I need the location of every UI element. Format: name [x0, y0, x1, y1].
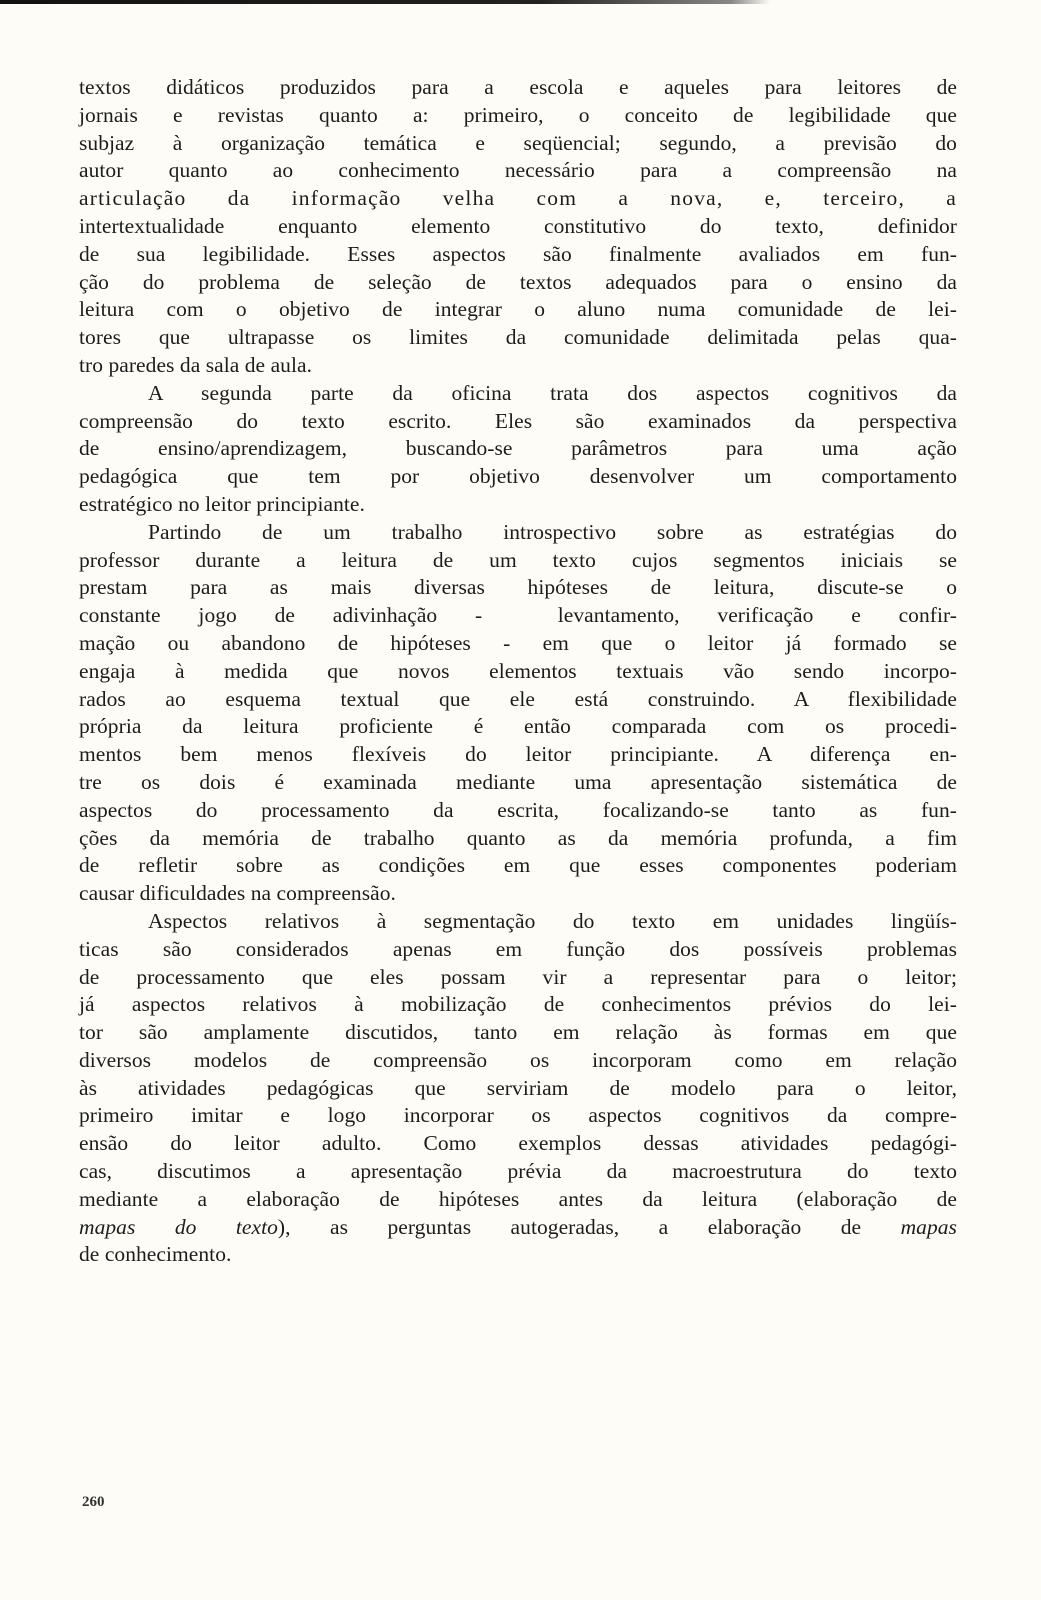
text-line: leitura com o objetivo de integrar o aluno numa comunidade de lei-: [79, 297, 957, 322]
italic-term: mapas do texto: [79, 1214, 278, 1239]
text-line: cas, discutimos a apresentação prévia da macroestrutura do texto: [79, 1159, 957, 1184]
text-line: estratégico no leitor principiante.: [79, 491, 365, 516]
text-segment: ), as perguntas autogeradas, a elaboração de: [277, 1214, 901, 1239]
text-line: rados ao esquema textual que ele está construindo. A flexibilidade: [79, 686, 957, 711]
text-line: engaja à medida que novos elementos textuais vão sendo incorpo-: [79, 658, 957, 683]
text-line: Partindo de um trabalho introspectivo sobre as estratégias do: [148, 519, 957, 544]
text-line: tre os dois é examinada mediante uma apresentação sistemática de: [79, 769, 957, 794]
text-line: de processamento que eles possam vir a representar para o leitor;: [79, 964, 957, 989]
text-line: constante jogo de adivinhação - levantamento, verificação e confir-: [79, 603, 957, 628]
text-line: pedagógica que tem por objetivo desenvolver um comportamento: [79, 464, 957, 489]
text-line: Aspectos relativos à segmentação do texto em unidades lingüís-: [148, 908, 957, 933]
text-line: mentos bem menos flexíveis do leitor principiante. A diferença en-: [79, 742, 957, 767]
text-line: ensão do leitor adulto. Como exemplos dessas atividades pedagógi-: [79, 1131, 957, 1156]
paragraph-4: [79, 908, 957, 1269]
text-line: de conhecimento.: [79, 1242, 232, 1267]
italic-term: mapas: [900, 1214, 957, 1239]
text-line: ticas são considerados apenas em função dos possíveis problemas: [79, 936, 957, 961]
paragraph-1: [79, 74, 957, 380]
text-line: de refletir sobre as condições em que esses componentes poderiam: [79, 853, 957, 878]
text-line: diversos modelos de compreensão os incorporam como em relação: [79, 1047, 957, 1072]
scan-edge-shadow: [0, 0, 770, 4]
text-line: articulação da informação velha com a nova, e, terceiro, a: [79, 186, 957, 211]
paragraph-3: [79, 519, 957, 908]
text-line: subjaz à organização temática e seqüencial; segundo, a previsão do: [79, 130, 957, 155]
text-line: A segunda parte da oficina trata dos aspectos cognitivos da: [148, 380, 957, 405]
text-line: própria da leitura proficiente é então comparada com os procedi-: [79, 714, 957, 739]
text-line: de ensino/aprendizagem, buscando-se parâmetros para uma ação: [79, 436, 957, 461]
paragraph-2: [79, 380, 957, 519]
text-line: ções da memória de trabalho quanto as da memória profunda, a fim: [79, 825, 957, 850]
page-body: [79, 74, 957, 1269]
text-line: causar dificuldades na compreensão.: [79, 881, 396, 906]
text-line: professor durante a leitura de um texto cujos segmentos iniciais se: [79, 547, 957, 572]
text-line: jornais e revistas quanto a: primeiro, o conceito de legibilidade que: [79, 102, 957, 127]
text-line-with-italics: [79, 1214, 957, 1242]
text-line: ção do problema de seleção de textos adequados para o ensino da: [79, 269, 957, 294]
text-line: já aspectos relativos à mobilização de conhecimentos prévios do lei-: [79, 992, 957, 1017]
text-line: intertextualidade enquanto elemento constitutivo do texto, definidor: [79, 213, 957, 238]
text-line: aspectos do processamento da escrita, focalizando-se tanto as fun-: [79, 797, 957, 822]
page-number: 260: [82, 1494, 105, 1510]
text-line: tores que ultrapasse os limites da comunidade delimitada pelas qua-: [79, 325, 957, 350]
text-line: tro paredes da sala de aula.: [79, 352, 313, 377]
text-line: tor são amplamente discutidos, tanto em relação às formas em que: [79, 1020, 957, 1045]
text-line: às atividades pedagógicas que serviriam de modelo para o leitor,: [79, 1075, 957, 1100]
text-line: primeiro imitar e logo incorporar os aspectos cognitivos da compre-: [79, 1103, 957, 1128]
text-line: compreensão do texto escrito. Eles são examinados da perspectiva: [79, 408, 957, 433]
text-line: autor quanto ao conhecimento necessário para a compreensão na: [79, 158, 957, 183]
text-line: de sua legibilidade. Esses aspectos são finalmente avaliados em fun-: [79, 241, 957, 266]
text-line: prestam para as mais diversas hipóteses de leitura, discute-se o: [79, 575, 957, 600]
text-line: mação ou abandono de hipóteses - em que o leitor já formado se: [79, 630, 957, 655]
text-line: textos didáticos produzidos para a escola e aqueles para leitores de: [79, 75, 957, 99]
text-line: mediante a elaboração de hipóteses antes da leitura (elaboração de: [79, 1186, 957, 1211]
